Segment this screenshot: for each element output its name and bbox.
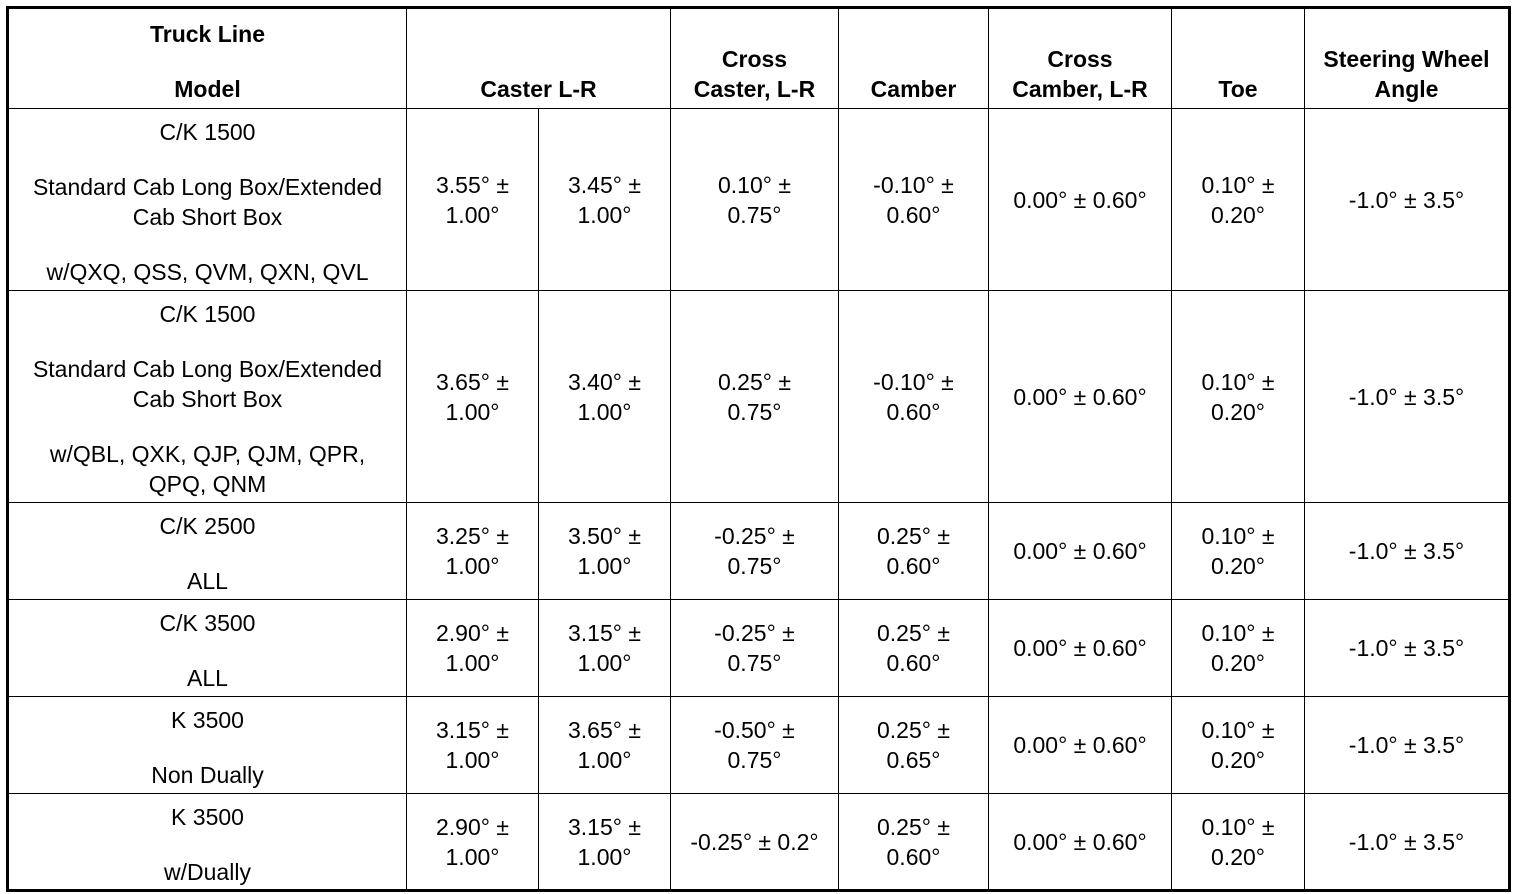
steering-angle-cell [1305, 291, 1510, 503]
camber-cell [839, 697, 989, 794]
camber-cell-value: 0.60° [886, 201, 941, 228]
table-row [8, 600, 1510, 697]
caster-left-cell-value: 1.00° [445, 650, 500, 676]
steering-angle-cell [1305, 503, 1510, 600]
model-options: w/QBL, QXK, QJP, QJM, QPR, [49, 441, 366, 467]
caster-right-cell-value: 3.50° ± [568, 523, 641, 549]
toe-cell-value: 0.10° ± [1201, 368, 1275, 395]
model-options: Non Dually [151, 762, 264, 788]
toe-cell [1172, 503, 1305, 600]
caster-left-cell [407, 600, 539, 697]
table-row [8, 291, 1510, 503]
caster-right-cell [539, 503, 671, 600]
model-options: ALL [187, 568, 228, 594]
header-caster-label: Caster L-R [480, 76, 597, 102]
toe-cell [1172, 109, 1305, 291]
caster-left-cell-value: 3.55° ± [436, 171, 509, 198]
caster-right-cell-value: 1.00° [577, 843, 632, 870]
toe-cell-value: 0.20° [1211, 553, 1265, 579]
header-cross-caster-line2: Caster, L-R [693, 76, 816, 102]
cross-camber-cell-value: 0.00° ± 0.60° [1013, 383, 1147, 410]
caster-right-cell-value: 3.65° ± [568, 717, 641, 743]
header-cross-caster-line1: Cross [721, 46, 788, 72]
caster-left-cell-value: 2.90° ± [436, 813, 509, 840]
cross-caster-cell [671, 109, 839, 291]
caster-left-cell-value: 2.90° ± [436, 620, 509, 646]
header-camber [839, 8, 989, 109]
model-options: w/QXQ, QSS, QVM, QXN, QVL [46, 259, 369, 285]
caster-right-cell [539, 291, 671, 503]
model-name: C/K 1500 [159, 301, 256, 327]
toe-cell-value: 0.20° [1211, 650, 1265, 676]
camber-cell-value: 0.60° [886, 553, 941, 579]
cross-caster-cell-value: -0.25° ± [714, 523, 795, 549]
camber-cell [839, 503, 989, 600]
model-cell [8, 794, 407, 891]
steering-angle-cell [1305, 109, 1510, 291]
caster-right-cell-value: 1.00° [577, 398, 632, 425]
toe-cell-value: 0.10° ± [1201, 813, 1275, 840]
toe-cell [1172, 697, 1305, 794]
caster-left-cell-value: 3.65° ± [436, 368, 509, 395]
caster-left-cell-value: 1.00° [445, 398, 500, 425]
cross-camber-cell-value: 0.00° ± 0.60° [1013, 186, 1147, 213]
header-caster [407, 8, 671, 109]
caster-right-cell [539, 600, 671, 697]
cross-camber-cell [989, 109, 1172, 291]
toe-cell-value: 0.20° [1211, 201, 1265, 228]
header-steering-line2: Angle [1374, 76, 1439, 102]
model-cell [8, 291, 407, 503]
model-name: C/K 2500 [159, 513, 256, 539]
header-model-line1: Truck Line [149, 21, 266, 47]
caster-left-cell [407, 503, 539, 600]
camber-cell-value: -0.10° ± [873, 368, 954, 395]
cross-caster-cell [671, 697, 839, 794]
camber-cell [839, 600, 989, 697]
caster-right-cell [539, 794, 671, 891]
header-camber-label: Camber [870, 76, 957, 102]
model-description: Standard Cab Long Box/Extended [32, 174, 383, 200]
header-steering [1305, 8, 1510, 109]
cross-camber-cell [989, 503, 1172, 600]
toe-cell [1172, 600, 1305, 697]
model-description: Cab Short Box [132, 386, 283, 412]
model-options: ALL [187, 665, 228, 691]
header-cross-caster [671, 8, 839, 109]
toe-cell-value: 0.10° ± [1201, 171, 1275, 198]
cross-camber-cell-value: 0.00° ± 0.60° [1013, 538, 1147, 564]
model-cell [8, 697, 407, 794]
header-cross-camber [989, 8, 1172, 109]
caster-right-cell-value: 1.00° [577, 650, 632, 676]
caster-left-cell-value: 1.00° [445, 747, 500, 773]
caster-right-cell [539, 109, 671, 291]
alignment-spec-table [6, 6, 1511, 892]
table-row [8, 503, 1510, 600]
caster-right-cell-value: 1.00° [577, 553, 632, 579]
cross-caster-cell-value: 0.75° [727, 747, 782, 773]
cross-caster-cell-value: 0.75° [727, 398, 782, 425]
model-name: K 3500 [171, 707, 244, 733]
model-cell [8, 503, 407, 600]
cross-camber-cell-value: 0.00° ± 0.60° [1013, 732, 1147, 758]
camber-cell-value: 0.60° [886, 650, 941, 676]
caster-right-cell-value: 1.00° [577, 747, 632, 773]
camber-cell-value: 0.25° ± [877, 523, 950, 549]
caster-right-cell-value: 3.15° ± [568, 813, 641, 840]
model-cell [8, 600, 407, 697]
cross-caster-cell-value: 0.75° [727, 553, 782, 579]
cross-caster-cell [671, 503, 839, 600]
model-cell [8, 109, 407, 291]
camber-cell-value: 0.25° ± [877, 717, 950, 743]
model-name: C/K 3500 [159, 610, 256, 636]
cross-camber-cell-value: 0.00° ± 0.60° [1013, 828, 1147, 855]
cross-camber-cell [989, 697, 1172, 794]
caster-right-cell-value: 3.40° ± [568, 368, 641, 395]
camber-cell-value: 0.60° [886, 398, 941, 425]
caster-left-cell-value: 1.00° [445, 553, 500, 579]
table-row [8, 794, 1510, 891]
camber-cell [839, 109, 989, 291]
cross-caster-cell-value: 0.10° ± [718, 171, 791, 198]
caster-left-cell [407, 794, 539, 891]
toe-cell-value: 0.10° ± [1201, 523, 1275, 549]
cross-caster-cell-value: -0.50° ± [714, 717, 795, 743]
model-name: K 3500 [171, 804, 244, 830]
cross-caster-cell-value: -0.25° ± [714, 620, 795, 646]
cross-camber-cell [989, 794, 1172, 891]
toe-cell [1172, 794, 1305, 891]
camber-cell-value: 0.25° ± [877, 620, 950, 646]
cross-caster-cell [671, 794, 839, 891]
steering-angle-cell-value: -1.0° ± 3.5° [1348, 828, 1465, 855]
caster-left-cell-value: 3.25° ± [436, 523, 509, 549]
camber-cell [839, 794, 989, 891]
toe-cell-value: 0.20° [1211, 747, 1265, 773]
steering-angle-cell-value: -1.0° ± 3.5° [1348, 635, 1465, 661]
cross-caster-cell-value: -0.25° ± 0.2° [690, 828, 819, 855]
caster-left-cell [407, 109, 539, 291]
caster-right-cell-value: 3.45° ± [568, 171, 641, 198]
cross-caster-cell-value: 0.75° [727, 650, 782, 676]
cross-camber-cell [989, 600, 1172, 697]
header-cross-camber-line2: Camber, L-R [1012, 76, 1148, 102]
table-row [8, 697, 1510, 794]
header-row [8, 8, 1510, 109]
steering-angle-cell-value: -1.0° ± 3.5° [1348, 732, 1465, 758]
table-row [8, 109, 1510, 291]
caster-right-cell-value: 1.00° [577, 201, 632, 228]
toe-cell-value: 0.10° ± [1201, 620, 1275, 646]
header-steering-line1: Steering Wheel [1323, 46, 1490, 72]
camber-cell-value: -0.10° ± [873, 171, 954, 198]
toe-cell-value: 0.20° [1211, 843, 1265, 870]
toe-cell-value: 0.10° ± [1201, 717, 1275, 743]
cross-camber-cell [989, 291, 1172, 503]
cross-caster-cell [671, 600, 839, 697]
model-options: w/Dually [164, 859, 251, 885]
cross-camber-cell-value: 0.00° ± 0.60° [1013, 635, 1147, 661]
header-model [8, 8, 407, 109]
steering-angle-cell-value: -1.0° ± 3.5° [1348, 383, 1465, 410]
toe-cell [1172, 291, 1305, 503]
header-toe [1172, 8, 1305, 109]
header-model-line2: Model [174, 76, 241, 102]
model-options: QPQ, QNM [148, 471, 267, 497]
camber-cell [839, 291, 989, 503]
toe-cell-value: 0.20° [1211, 398, 1265, 425]
steering-angle-cell-value: -1.0° ± 3.5° [1348, 538, 1465, 564]
caster-left-cell [407, 697, 539, 794]
cross-caster-cell [671, 291, 839, 503]
steering-angle-cell [1305, 600, 1510, 697]
steering-angle-cell [1305, 697, 1510, 794]
camber-cell-value: 0.25° ± [877, 813, 950, 840]
steering-angle-cell [1305, 794, 1510, 891]
model-description: Standard Cab Long Box/Extended [32, 356, 383, 382]
camber-cell-value: 0.65° [886, 747, 941, 773]
caster-left-cell-value: 1.00° [445, 201, 500, 228]
table-body [8, 109, 1510, 891]
header-cross-camber-line1: Cross [1047, 46, 1113, 72]
header-toe-label: Toe [1218, 76, 1258, 102]
caster-left-cell-value: 3.15° ± [436, 717, 509, 743]
model-name: C/K 1500 [159, 119, 256, 145]
caster-left-cell [407, 291, 539, 503]
cross-caster-cell-value: 0.75° [727, 201, 782, 228]
model-description: Cab Short Box [132, 204, 283, 230]
steering-angle-cell-value: -1.0° ± 3.5° [1348, 186, 1465, 213]
camber-cell-value: 0.60° [886, 843, 941, 870]
cross-caster-cell-value: 0.25° ± [718, 368, 791, 395]
caster-left-cell-value: 1.00° [445, 843, 500, 870]
caster-right-cell-value: 3.15° ± [568, 620, 641, 646]
caster-right-cell [539, 697, 671, 794]
